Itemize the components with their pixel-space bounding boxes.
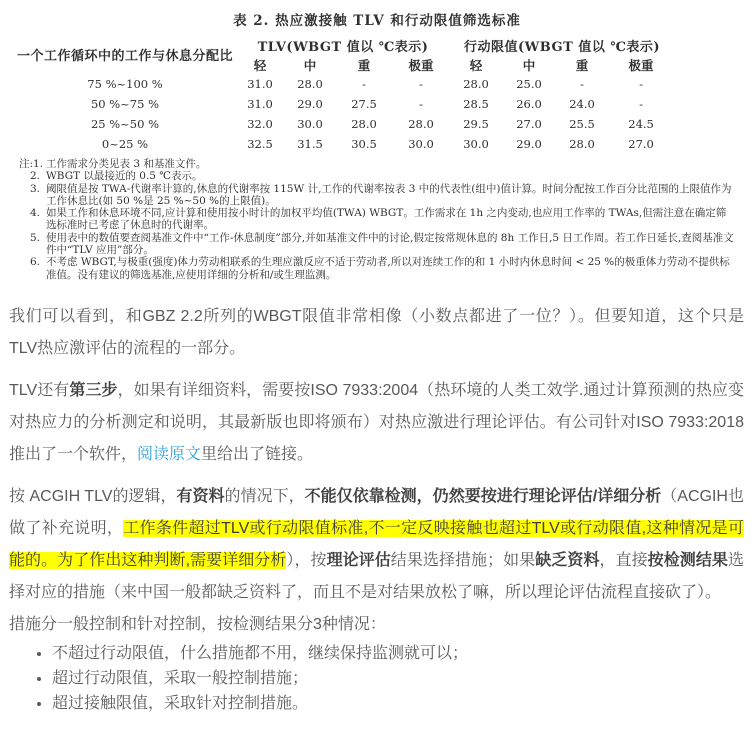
note-number: 6. [30,256,41,269]
bold-run: 理论评估 [326,551,391,569]
table-group-action-limit: 行动限值(WBGT 值以 ℃表示) [464,39,661,55]
table-row [14,74,674,94]
note-number: 3. [30,182,41,195]
paragraph-3 [9,481,744,609]
cell: 29.5 [463,117,489,131]
table-note [19,256,735,281]
cell: 28.0 [569,137,595,151]
cell: 31.0 [247,97,273,111]
col-header: 重 [357,57,371,73]
note-number: 5. [30,231,41,244]
col-header: 中 [303,57,317,73]
text-run: 我们可以看到，和GBZ 2.2所列的WBGT限值非常相像（小数点都进了一位？）。但要知道，这个只是TLV热应激评估的流程的一部分。 [9,307,744,357]
cell: 27.5 [351,97,377,111]
table-group-tlv: TLV(WBGT 值以 ℃表示) [257,39,429,55]
col-header: 极重 [628,57,654,73]
row-label: 0~25 % [101,137,149,151]
cell: - [639,97,643,111]
table-note [19,183,735,208]
table-title: 表 2. 热应激接触 TLV 和行动限值筛选标准 [233,13,521,29]
cell: 29.0 [516,137,542,151]
text-run: ，直接 [599,551,648,569]
cell: 28.0 [463,77,489,91]
col-header: 极重 [408,57,434,73]
list-item: • 不超过行动限值，什么措施都不用，继续保持监测就可以； [52,641,744,666]
list-item: • 超过接触限值，采取针对控制措施。 [52,691,744,716]
list-item: • 超过行动限值，采取一般控制措施； [52,666,744,691]
tlv-table [14,35,674,154]
cell: 24.5 [628,117,654,131]
text-run: 结果选择措施；如果 [390,551,536,569]
cell: - [419,97,423,111]
text-run: 选择对应的措施（来中国一般都缺乏资料了，而且不是对结果放松了嘛，所以理论评估流程直接砍了）。 [9,551,744,601]
note-text: WBGT 以最接近的 0.5 ℃表示。 [46,170,203,183]
cell: - [580,77,584,91]
text-run: 措施分一般控制和针对控制，按检测结果分3种情况： [9,615,386,633]
cell: 27.0 [516,117,542,131]
cell: 30.0 [463,137,489,151]
paragraph-2 [9,375,744,471]
note-number: 4. [30,207,41,220]
cell: 28.5 [463,97,489,111]
cell: - [639,77,643,91]
table-row [14,94,674,114]
row-label: 50 %~75 % [90,97,160,111]
note-number: 1. [33,158,44,170]
cell: - [419,77,423,91]
table-row [14,114,674,134]
bold-run: 第三步 [69,381,118,399]
text-run: （ACGIH也做了补充说明， [9,487,744,537]
text-run: ，如果有详细资料，需要按ISO 7933:2004（热环境的人类工效学.通过计算预测的热应变对热应力的分析测定和说明，其最新版也即将颁布）对热应激进行理论评估。有公司针对ISO 7933:2018推出了一个软件， [9,381,744,463]
bold-run: 有资料 [176,487,225,505]
article-body [0,301,754,716]
col-header: 轻 [253,57,267,73]
cell: 31.5 [297,137,323,151]
cell: 30.0 [408,137,434,151]
col-header: 轻 [469,57,483,73]
note-text: 使用表中的数值要查阅基准文件中“工作-休息制度”部分,并如基准文件中的讨论,假定按常规休息的 8h 工作日,5 日工作周。若工作日延长,查阅基准文件中“TLV 应用”部分。 [46,231,734,257]
text-run: TLV还有 [9,381,70,399]
bold-run: 不能仅依靠检测，仍然要按进行理论评估/详细分析 [304,487,662,505]
table-row-header: 一个工作循环中的工作与休息分配比 [16,49,233,64]
row-label: 25 %~50 % [90,117,160,131]
bold-run: 按检测结果 [647,551,728,569]
row-label: 75 %~100 % [87,77,163,91]
bold-run: 缺乏资料 [535,551,600,569]
col-header: 中 [522,57,536,73]
cell: 27.0 [628,137,654,151]
measures-list [9,641,744,716]
table-note [19,170,735,182]
table-note [19,158,735,170]
text-run: 里给出了链接。 [201,445,314,463]
note-number: 2. [30,170,41,183]
table-group-header-row [14,35,674,55]
table-note [19,207,735,232]
cell: 24.0 [569,97,595,111]
highlighted-run: 工作条件超过TLV或行动限值标准,不一定反映接触也超过TLV或行动限值,这种情况是可能的。为了作出这种判断,需要详细分析 [9,519,744,569]
cell: 28.0 [408,117,434,131]
cell: 29.0 [297,97,323,111]
note-text: 如果工作和休息环境不同,应计算和使用按小时计的加权平均值(TWA) WBGT。工作需求在 1h 之内变动,也应用工作率的 TWAs,但需注意在确定筛选标准时已考虑了休息时的代谢率。 [46,207,727,232]
table-notes [19,158,735,281]
cell: 30.5 [351,137,377,151]
note-text: 不考虑 WBGT,与极重(强度)体力劳动相联系的生理应激反应不适于劳动者,所以对连续工作的和 1 小时内休息时间 < 25 %的极重体力劳动不提供标准值。没有建议的筛选基准,应使用详细的分析和/或生理监测。 [46,256,730,281]
cell: 26.0 [516,97,542,111]
text-run: 的情况下， [224,487,305,505]
text-run: ），按 [286,551,327,569]
paragraph-4 [9,609,744,641]
cell: 25.0 [516,77,542,91]
note-text: 阈限值是按 TWA-代谢率计算的,休息的代谢率按 115W 计,工作的代谢率按表 3 中的代表性(组中)值计算。时间分配按工作百分比范围的上限值作为工作休息比(如 50 %是 25 %~50 %的上限值)。 [46,182,732,207]
cell: 28.0 [351,117,377,131]
cell: 30.0 [297,117,323,131]
read-original-link[interactable]: 阅读原文 [137,445,202,463]
note-text: 工作需求分类见表 3 和基准文件。 [46,158,207,170]
notes-label: 注: [19,158,34,170]
table-note [19,232,735,257]
cell: 31.0 [247,77,273,91]
cell: - [362,77,366,91]
table-row [14,134,674,154]
paragraph-1 [9,301,744,365]
col-header: 重 [575,57,589,73]
cell: 32.5 [247,137,273,151]
cell: 32.0 [247,117,273,131]
text-run: 按 ACGIH TLV的逻辑， [9,487,177,505]
cell: 25.5 [569,117,595,131]
embedded-table-figure [0,0,754,281]
cell: 28.0 [297,77,323,91]
